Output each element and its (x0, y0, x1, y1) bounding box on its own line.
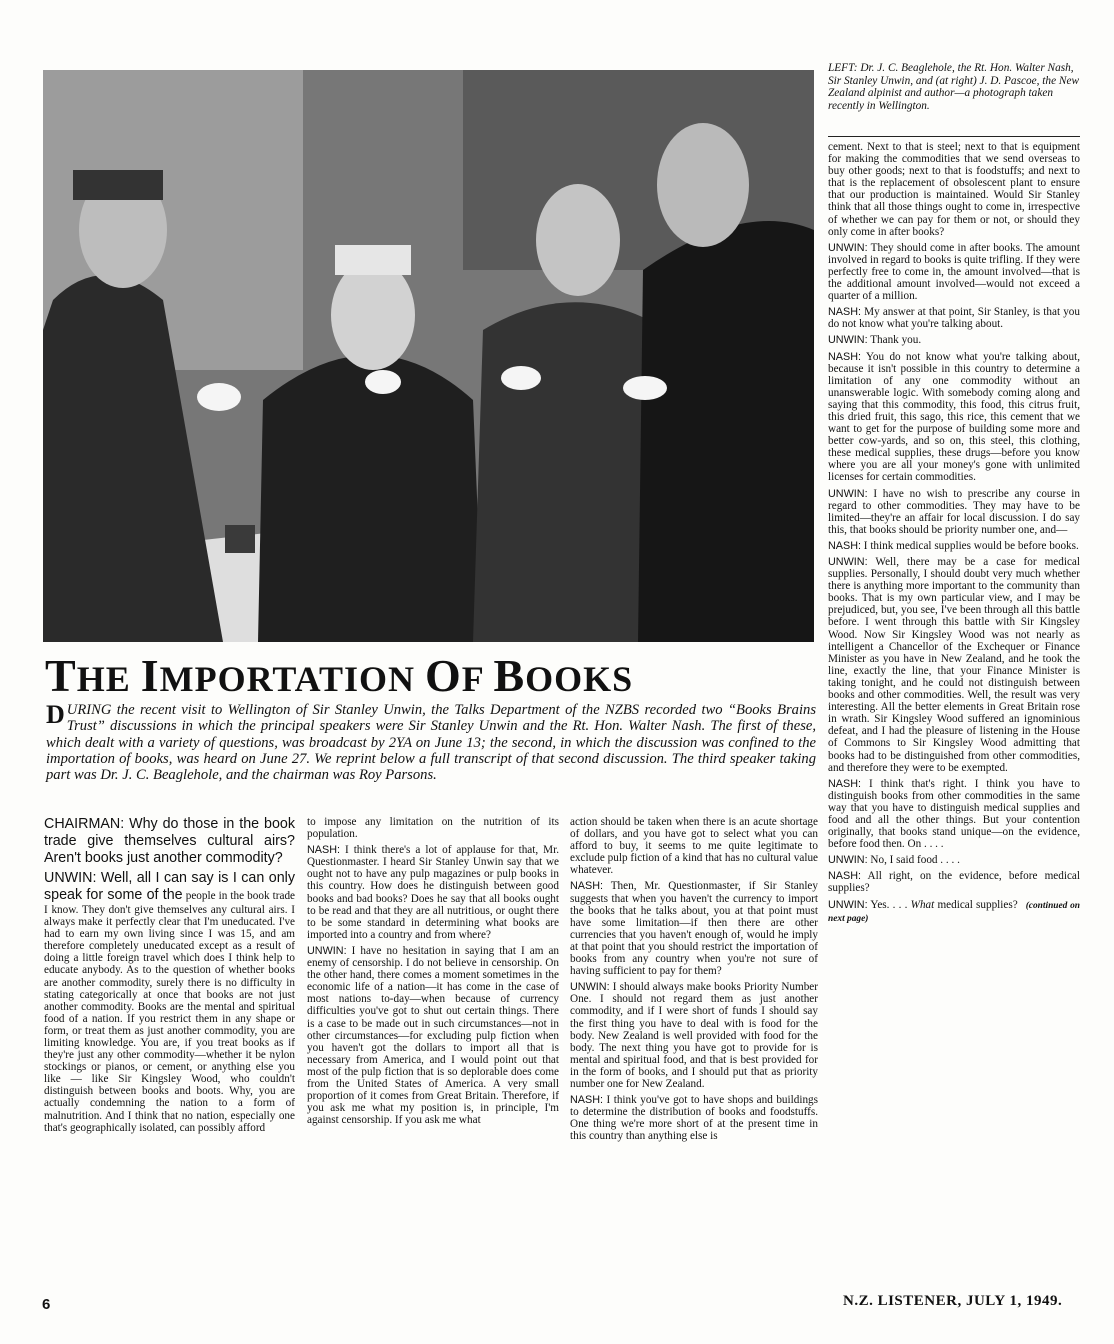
paragraph-text: I think you've got to have shops and buildings to determine the distribution of books and foodstuffs. One thing we're more short of at the present time in this country than anything else is (570, 1094, 818, 1143)
paragraph-text: I have no wish to prescribe any course in regard to other commodities. They may have to be limited—they're an affair for local discussion. I do say this, that books should be priority number one, and— (828, 487, 1080, 536)
speaker-label: UNWIN: (570, 981, 610, 994)
speaker-label: NASH: (828, 350, 861, 363)
paragraph-text: people in the book trade I know. They don't give themselves any cultural airs. I always make it perfectly clear that I'm uneducated. I've had to earn my own living since I was 15, and am therefore completely uneducated except as a result of doing a little foreign travel which does I think help to educate anybody. As to the question of whether books are another commodity, surely there is no difficulty in stating categorically at once that books are not just another commodity. Books are the mental and spiritual food of a nation. If you restrict them in any shape or form, or treat them as just another commodity, you are limiting knowledge. You are, if you treat books as if they're just any other commodity—whether it be nylon stockings or pianos, or cement, or anything else you like — like Sir Kingsley Wood, who couldn't distinguish between books and boots. Why, you are actually condemning the nation to a form of malnutrition. And I think that no nation, especially one that's geographically isolated, can possibly afford (44, 890, 295, 1134)
paragraph (828, 141, 1080, 238)
photo-caption: LEFT: Dr. J. C. Beaglehole, the Rt. Hon. Walter Nash, Sir Stanley Unwin, and (at right) J. D. Pascoe, the New Zealand alpinist and author—a photograph taken recently in Wellington. (828, 62, 1080, 112)
headline-part: O (425, 650, 462, 701)
speaker-label: UNWIN: (828, 487, 868, 500)
paragraph-text: Then, Mr. Questionmaster, if Sir Stanley suggests that when you haven't the currency to import the books that he talks about, you at that point must have some limitation—if then there are other currencies that you haven't enough of, would he imply at that point that you should restrict the importation of books from any country when you're not sure of having sufficient to pay for them? (570, 880, 818, 978)
speaker-label: UNWIN: (828, 898, 868, 911)
page-number: 6 (42, 1296, 51, 1313)
paragraph-text: I think that's right. I think you have to distinguish books from other commodities in the same way that you have to distinguish medical supplies and food and all the other things. But your contention originally, that books stand unique—on the evidence, before food then. On . . . . (828, 777, 1080, 851)
speaker-label: NASH: (828, 870, 861, 883)
headline-part: HE (76, 659, 141, 699)
headline-part: I (140, 650, 160, 701)
headline-part: B (493, 650, 526, 701)
paragraph-text: I think medical supplies would be before books. (861, 539, 1079, 552)
paragraph-text: to impose any limitation on the nutrition of its population. (307, 816, 559, 841)
speaker-label: NASH: (307, 844, 340, 857)
paragraph-text: Well, all I can say is I can only speak for some of the (44, 870, 295, 904)
intro-paragraph (46, 702, 816, 783)
speaker-label: NASH: (828, 306, 861, 319)
intro-text: URING the recent visit to Wellington of Sir Stanley Unwin, the Talks Department of the NZBS recorded two “Books Brains Trust” discussions in which the principal speakers were Sir Stanley Unwin and the Rt. Hon. Walter Nash. The first of these, which dealt with a variety of questions, was broadcast by 2YA on June 13; the second, in which the discussion was confined to the importation of books, was heard on June 27. We reprint below a full transcript of that second discussion. The third speaker taking part was Dr. J. C. Beaglehole, and the chairman was Roy Parsons. (46, 702, 816, 784)
speaker-label: NASH: (828, 777, 861, 790)
speaker-label: UNWIN: (828, 241, 868, 254)
paragraph-text: No, I said food . . . . (867, 854, 960, 867)
continued-note: (continued on next page) (828, 900, 1080, 924)
paragraph-text: I think there's a lot of applause for that, Mr. Questionmaster. I heard Sir Stanley Unwin say that we ought not to have any pulp magazines or pulp books in this country. How does he distinguish between good books and bad books? Does he say that all books ought to be read and that they are all nutritious, or ought there to be some standard in determining what books are imported into a country and from where? (307, 844, 559, 941)
paragraph-text: I have no hesitation in saying that I am an enemy of censorship. I do not believe in censorship. On the other hand, there comes a moment sometimes in the economic life of a nation—it has come in the case of most nations to-day—when because of currency difficulties you've got to shut out certain things. There is a case to be made out in such circumstances—not in other circumstances—for excluding pulp fiction when you haven't got the dollars to import all that is necessary from America, and I would point out that most of the pulp fiction that is so deplorable does come from the United States of America. A very small proportion of it comes from Great Britain. Therefore, if you ask me what my position is, in principle, I'm against censorship. If you ask me what (307, 944, 559, 1127)
speaker-label: UNWIN: (307, 944, 347, 957)
paragraph-text: action should be taken when there is an acute shortage of dollars, and you have got to select what you can afford to buy, it seems to me quite legitimate to exclude pulp fiction of a kind that has no cultural value whatever. (570, 816, 818, 877)
speaker-label: UNWIN: (828, 854, 868, 867)
emphasis-text: What (910, 898, 935, 911)
headline (45, 649, 816, 703)
headline-part: MPORTATION (159, 659, 425, 699)
headline-part: T (45, 650, 77, 701)
article-column-3 (570, 816, 818, 1292)
headline-part: OOKS (525, 659, 634, 699)
headline-part: F (461, 659, 494, 699)
paragraph-text: medical supplies? (934, 898, 1018, 911)
paragraph-text: They should come in after books. The amount involved in regard to books is quite trifling. If they were perfectly free to come in, the amount involved—that is the additional amount involved—would not exceed a quarter of a million. (828, 241, 1080, 303)
article-column-4 (828, 141, 1080, 1293)
paragraph (44, 816, 295, 866)
paragraph-text: You do not know what you're talking about, because it isn't possible in this country to determine a limitation of any one commodity without an unanswerable logic. With somebody coming along and saying that this commodity, this food, this citrus fruit, this dried fruit, this sago, this rice, this cement that we want to get for the purpose of building some more and better cow-yards, and so on, this steel, this clothing, these medical supplies, these drugs—before you know where you are all your money's gone with unlimited licenses for certain commodities. (828, 350, 1080, 484)
paragraph-text: cement. Next to that is steel; next to that is equipment for making the commodities that we send overseas to buy other goods; next to that is foodstuffs; and next to that is the replacement of obsolescent plant to ensure that our production is maintained. Would Sir Stanley think that all those things ought to come in, irrespective of whether we can pay for them or not, or should they only come in after books? (828, 141, 1080, 238)
article-column-2 (307, 816, 559, 1292)
speaker-label: CHAIRMAN: (44, 816, 125, 832)
speaker-label: UNWIN: (44, 870, 97, 887)
photograph-drawing (43, 70, 814, 642)
paragraph-text: Thank you. (867, 334, 922, 347)
paragraph-text: All right, on the evidence, before medical supplies? (828, 870, 1080, 895)
drop-cap: D (46, 700, 65, 729)
photograph (43, 70, 814, 642)
speaker-label: UNWIN: (828, 556, 868, 568)
speaker-label: NASH: (570, 880, 603, 893)
speaker-label: NASH: (570, 1094, 603, 1107)
speaker-label: UNWIN: (828, 334, 868, 347)
paragraph-text: My answer at that point, Sir Stanley, is that you do not know what you're talking about. (828, 306, 1080, 331)
speaker-label: NASH: (828, 539, 861, 552)
masthead-date: N.Z. LISTENER, JULY 1, 1949. (843, 1293, 1063, 1309)
paragraph-text: Well, there may be a case for medical supplies. Personally, I should doubt very much whether there is anything more important to the community than books. That is my own particular view, and I may be prejudiced, but, you see, I've been through all this battle before. I went through this battle with Sir Kingsley Wood. Now Sir Kingsley Wood was not nearly as intelligent a Chancellor of the Exchequer or Finance Minister as you have in New Zealand, and he took the line, exactly the line, that your Finance Minister is taking tonight, and he could not distinguish between books and other commodities. Well, the result was very interesting. All the better elements in Great Britain rose in wrath. Sir Kingsley Wood suffered an ignominious defeat, and I had the pleasure of listening in the House of Commons to Sir Kingsley Wood admitting that books had to be distinguished from other commodities, and therefore they were to be exempted. (828, 556, 1080, 774)
paragraph-text: Why do those in the book trade give themselves cultural airs? Aren't books just another commodity? (44, 816, 295, 866)
caption-divider (828, 136, 1080, 137)
article-column-1 (44, 816, 295, 1292)
paragraph-text: I should always make books Priority Number One. I should not regard them as just another commodity, and if I were short of funds I should say the first thing you have to deal with is food for the body. New Zealand is well provided with food for the body. The next thing you have got to provide for is mental and spiritual food, and that is best provided for in the form of books, and I should put that as priority number one for New Zealand. (570, 981, 818, 1090)
paragraph-text: Yes. . . . (867, 898, 911, 911)
